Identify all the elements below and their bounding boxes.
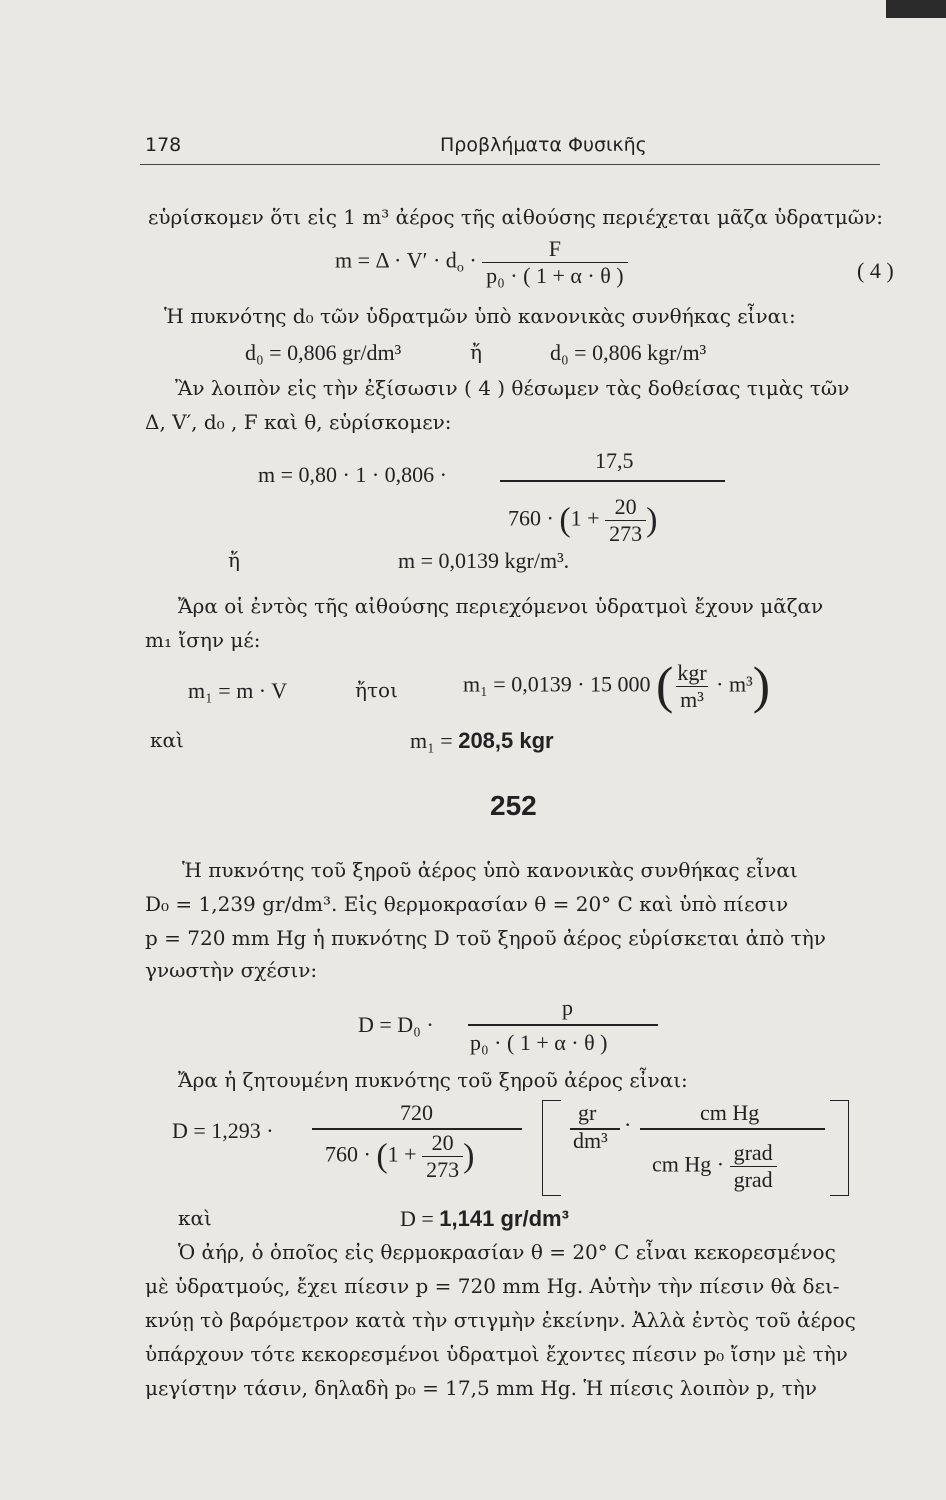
unit-bar	[640, 1128, 825, 1130]
unit-dm3: dm³	[573, 1128, 608, 1153]
problem-number: 252	[490, 790, 537, 821]
unit-cmhg-den: cm Hg · $\frac{\text{grad}}{\text{grad}}$	[652, 1140, 777, 1193]
unit-cmhg: cm Hg	[700, 1100, 760, 1125]
eq7-denominator: 760 · (1 + $\frac{20}{273}$ )	[325, 1130, 475, 1182]
text-line: καὶ	[178, 1206, 212, 1230]
text-line: p = 720 mm Hg ἡ πυκνότης D τοῦ ξηροῦ ἀέρος εὑρίσκεται ἀπὸ τὴν	[145, 926, 826, 950]
text-line: Ἄρα ἡ ζητουμένη πυκνότης τοῦ ξηροῦ ἀέρος εἶναι:	[178, 1068, 688, 1092]
right-bracket	[830, 1100, 849, 1196]
text-line: μὲ ὑδρατμούς, ἔχει πίεσιν p = 720 mm Hg. Αὐτὴν τὴν πίεσιν θὰ δει-	[145, 1274, 840, 1298]
text-line: καὶ	[150, 728, 184, 752]
text-line: Ἂν λοιπὸν εἰς τὴν ἐξίσωσιν ( 4 ) θέσωμεν τὰς δοθείσας τιμὰς τῶν	[175, 376, 850, 400]
eq5-fraction-bar	[500, 480, 725, 482]
text-line: Ἡ πυκνότης d₀ τῶν ὑδρατμῶν ὑπὸ κανονικὰς συνθήκας εἶναι:	[164, 304, 796, 328]
eq7-numerator: 720	[400, 1100, 433, 1125]
eq6-fraction-bar	[468, 1024, 658, 1026]
text-line: Ἡ πυκνότης τοῦ ξηροῦ ἀέρος ὑπὸ κανονικὰς συνθήκας εἶναι	[182, 858, 798, 882]
text-line: D₀ = 1,239 gr/dm³. Εἰς θερμοκρασίαν θ = 20° C καὶ ὑπὸ πίεσιν	[145, 892, 789, 916]
result-D: D = 1,141 gr/dm³	[400, 1206, 569, 1231]
text-line: ἤ	[470, 340, 482, 364]
eq4-numerator: F	[548, 236, 561, 261]
text-line: Ὁ ἀήρ, ὁ ὁποῖος εἰς θερμοκρασίαν θ = 20° C εἶναι κεκορεσμένος	[178, 1240, 836, 1264]
text-line: εὑρίσκομεν ὅτι εἰς 1 m³ ἀέρος τῆς αἰθούσης περιέχεται μᾶζα ὑδρατμῶν:	[148, 205, 883, 229]
text-line: d₀ = 0,806 gr/dm³	[245, 340, 402, 365]
text-line: m₁ ἴσην μέ:	[145, 628, 261, 652]
eq5-denominator: 760 · (1 + $\frac{20}{273}$ )	[508, 494, 658, 546]
eq4-left: m = Δ · V′ · d	[335, 247, 457, 273]
header-rule	[140, 164, 880, 165]
eq6-left: D = D₀ ·	[358, 1012, 434, 1037]
page-corner-shadow	[886, 0, 946, 18]
unit-dot: ·	[624, 1112, 632, 1137]
text-line: d₀ = 0,806 kgr/m³	[550, 340, 707, 365]
eq7-left: D = 1,293 ·	[172, 1118, 274, 1143]
unit-gr: gr	[578, 1100, 597, 1125]
eq5-left: m = 0,80 · 1 · 0,806 ·	[258, 462, 447, 487]
eq5-numerator: 17,5	[595, 448, 634, 473]
text-line: γνωστὴν σχέσιν:	[145, 958, 318, 982]
text-line: m₁ = 208,5 kgr	[410, 728, 554, 753]
eq4-denominator: p₀ · ( 1 + α · θ )	[482, 262, 627, 289]
eq6-numerator: p	[562, 995, 573, 1020]
eq4-fraction	[482, 236, 627, 289]
text-line: m₁ = m · V	[188, 678, 288, 703]
equation-label: ( 4 )	[857, 258, 894, 283]
running-header: Προβλήματα Φυσικῆς	[440, 134, 647, 156]
eq-m1: m₁ = 0,0139 · 15 000 ( $\frac{\text{kgr}}{\text{m³}}$ · m³)	[463, 657, 771, 715]
text-line: m = 0,0139 kgr/m³.	[398, 548, 570, 573]
page-number: 178	[145, 134, 182, 156]
text-line: Δ, V′, d₀ , F καὶ θ, εὑρίσκομεν:	[145, 410, 452, 434]
text-line: ἤτοι	[355, 678, 398, 702]
equation-4: $m = \Delta \cdot V' \cdot d_o$ · $\frac{F}{\text{p₀ · ( 1 + α · θ )}}$	[335, 236, 628, 289]
text-line: κνύῃ τὸ βαρόμετρον κατὰ τὴν στιγμὴν ἐκείνην. Ἀλλὰ ἐντὸς τοῦ ἀέρος	[145, 1308, 856, 1332]
text-line: Ἄρα οἱ ἐντὸς τῆς αἰθούσης περιεχόμενοι ὑδρατμοὶ ἔχουν μᾶζαν	[178, 594, 824, 618]
text-line: μεγίστην τάσιν, δηλαδὴ p₀ = 17,5 mm Hg. Ἡ πίεσις λοιπὸν p, τὴν	[145, 1376, 817, 1400]
eq6-denominator: p₀ · ( 1 + α · θ )	[470, 1030, 608, 1055]
text-line: ὑπάρχουν τότε κεκορεσμένοι ὑδρατμοὶ ἔχοντες πίεσιν p₀ ἴσην μὲ τὴν	[145, 1342, 848, 1366]
text-line: ἤ	[228, 548, 240, 572]
left-bracket	[542, 1100, 561, 1196]
